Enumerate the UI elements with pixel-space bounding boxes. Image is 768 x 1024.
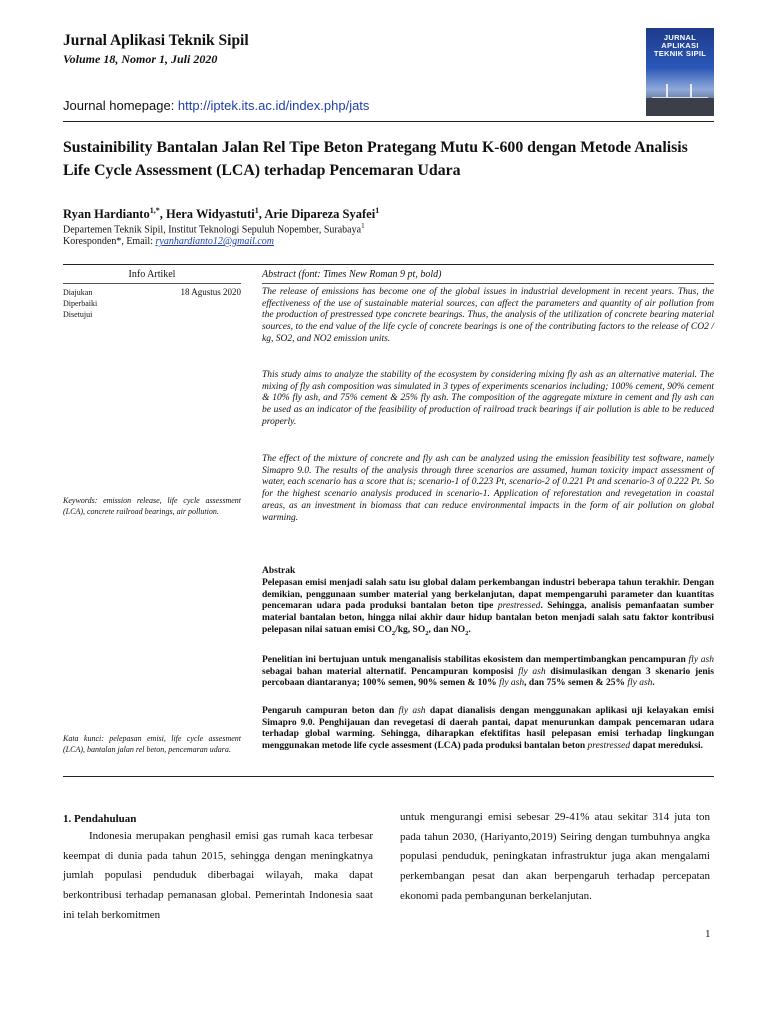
abstrak-text: , dan NO [428,624,466,635]
abstrak-text: dapat mereduksi. [630,741,704,752]
info-divider [63,283,241,284]
submitted-date: 18 Agustus 2020 [180,287,241,297]
corresponding-author [63,236,274,247]
abstrak-term: fly ash [688,655,714,665]
affiliation [63,222,365,235]
abstrak-term: prestressed [497,601,541,612]
accepted-label: Disetujui [63,310,93,319]
author-name: Hera Widyastuti [165,207,255,222]
abstrak-term: prestressed [587,741,631,752]
author-sup: 1 [254,206,259,215]
abstrak-term: fly ash [398,706,426,716]
author-list: Ryan Hardianto$^{1,*}$, Hera Widyastuti$^1$, Arie Dipareza Syafei$^1$ [63,206,380,222]
journal-name: Jurnal Aplikasi Teknik Sipil [63,32,249,49]
cover-tower-right [690,84,692,98]
author-sup: 1,* [149,206,160,215]
affiliation-sup: 1 [361,222,365,230]
author-name: Arie Dipareza Syafei [264,207,376,222]
abstrak-text: , dan 75% semen & 25% [524,678,628,689]
corresponding-label: Koresponden*, Email: [63,236,156,247]
subscript: 2 [465,629,469,637]
journal-volume: Volume 18, Nomor 1, Juli 2020 [63,52,218,66]
article-history [63,287,241,320]
abstract-paragraph-2: This study aims to analyze the stability of the ecosystem by considering mixing fly ash as an alternative material. The mixing of fly ash composition was simulated in 3 types of experiments scenarios including; 100% cement, 90% cement & 10% fly ash, and 75% cement & 25% fly ash. The composition of the aggregate mixture in cement and fly ash can be used as an indicator of the feasibility of production of railroad track bearings if air pollution is able to be reduced properly. [262,370,714,427]
cover-title: JURNAL APLIKASI TEKNIK SIPIL [653,33,707,58]
body-column-right: untuk mengurangi emisi sebesar 29-41% atau sekitar 314 juta ton pada tahun 2030, (Hariyanto,2019) Seiring dengan tumbuhnya angka populasi penduduk, peningkatan infrastruktur juga akan mengalami perkembangan pesat dan akan berpengaruh terhadap percepatan ekonomi pada pembangunan berkelanjutan. [400,811,710,902]
keywords-indonesian: Kata kunci: pelepasan emisi, life cycle assesment (LCA), bantalan jalan rel beton, pencemaran udara. [63,734,241,754]
abstrak-text: sebagai bahan material alternatif. Pencampuran komposisi [262,666,519,677]
abstract-paragraph-3: The effect of the mixture of concrete and fly ash can be analyzed using the emission feasibility test software, namely Simapro 9.0. The results of the analysis through three scenarios are assumed, human toxicity impact assessment of water, each scenario has a score that is; scenario-1 of 0.223 Pt, scenario-2 of 0.221 Pt and scenario-3 of 0.222 Pt. So for the highest scenario analysis produced in scenario-1. Application of reforestation and revegetation in coastal areas, as an investment in biomass that can reduce environmental impacts in the form of air pollution on global warming. [262,454,714,523]
abstrak-text: Pelepasan emisi menjadi salah satu isu global dalam perkembangan industri beberapa tahun terakhir. Dengan demikian, penggunaan sumber material yang berkelanjutan, dapat mempengaruhi parameter dan kuantitas pencemaran udara pada produksi bantalan beton tipe [262,578,714,612]
body-column-left [63,827,373,926]
header-rule [63,121,714,122]
subscript: 2 [391,629,396,637]
section-heading: 1. Pendahuluan [63,813,137,825]
abstrak-term: fly ash [518,666,546,677]
abstract-heading: Abstract (font: Times New Roman 9 pt, bold) [262,269,442,280]
abstract-bottom-rule [63,776,714,777]
abstrak-term: fly ash [499,678,525,689]
email-link[interactable]: ryanhardianto12@gmail.com [155,236,275,247]
info-top-rule [63,264,714,265]
revised-label: Diperbaiki [63,299,98,308]
cover-ground [646,98,714,116]
abstrak-paragraph-2 [262,655,714,690]
abstract-paragraph-1: The release of emissions has become one of the global issues in industrial development in recent years. Thus, the effectiveness of the use of sustainable material sources, can affect the parameters and quantity of air pollution from the production of prestressed type concrete bearings. Thus, the analysis of the utilization of concrete bearing material sources, to the end value of the life cycle of concrete bearings is one of the contributing factors to the release of CO2 / kg, SO2, and NO2 emission units. [262,287,714,344]
abstrak-text: /kg, SO [395,624,426,635]
abstrak-paragraph-1 [262,578,714,639]
abstrak-text: Pengaruh campuran beton dan [262,706,399,716]
info-artikel-heading: Info Artikel [128,269,176,280]
submitted-label: Diajukan [63,288,93,297]
journal-cover-image [646,28,714,116]
page-number: 1 [705,928,711,940]
abstrak-term: fly ash [627,678,653,689]
author-sup: 1 [375,206,380,215]
affiliation-text: Departemen Teknik Sipil, Institut Teknologi Sepuluh Nopember, Surabaya [63,224,362,236]
article-title: Sustainibility Bantalan Jalan Rel Tipe Beton Prategang Mutu K-600 dengan Metode Analisis Life Cycle Assessment (LCA) terhadap Pencemaran Udara [63,139,688,179]
abstrak-text: . Sehingga, analisis pemanfaatan sumber material bantalan beton, hingga nilai akhir daur hidup bantalan beton menjadi salah satu faktor kontribusi pelepasan nilai satuan emisi CO [262,601,714,635]
body-paragraph: Indonesia merupakan penghasil emisi gas rumah kaca terbesar keempat di dunia pada tahun 2015, sehingga dengan meningkatnya jumlah populasi penduduk diberbagai wilayah, maka dapat berkontribusi terhadap pemanasan global. Pemerintah Indonesia saat ini telah berkomitmen [63,830,373,921]
homepage-label: Journal homepage: [63,98,178,113]
subscript: 2 [425,629,429,637]
abstrak-text: disimulasikan dengan 3 skenario jenis percobaan diantaranya; 100% semen, 90% semen & 10% [262,666,714,689]
cover-tower-left [666,84,668,98]
journal-homepage [63,98,369,113]
keywords-english: Keywords: emission release, life cycle assessment (LCA), concrete railroad bearings, air pollution. [63,496,241,516]
abstrak-text: dapat dianalisis dengan menggunakan aplikasi uji kelayakan emisi Simapro 9.0. Penghijauan dan revegetasi di daerah pantai, dapat menurunkan dampak pencemaran udara terhadap global warming. Sehingga, diharapkan efektifitas hasil pelepasan emisi terhadap lingkungan menggunakan metode life cycle assesment (LCA) pada produksi bantalan beton [262,706,714,752]
abstrak-text: . [468,624,471,635]
abstrak-text: . [652,678,655,689]
abstrak-text: Penelitian ini bertujuan untuk menganalisis stabilitas ekosistem dan mempertimbangkan pencampuran [262,655,689,665]
homepage-link[interactable]: http://iptek.its.ac.id/index.php/jats [177,98,370,113]
abstrak-paragraph-3 [262,706,714,753]
abstract-divider [262,283,714,284]
abstrak-heading: Abstrak [262,566,296,576]
author-name: Ryan Hardianto [63,207,150,222]
